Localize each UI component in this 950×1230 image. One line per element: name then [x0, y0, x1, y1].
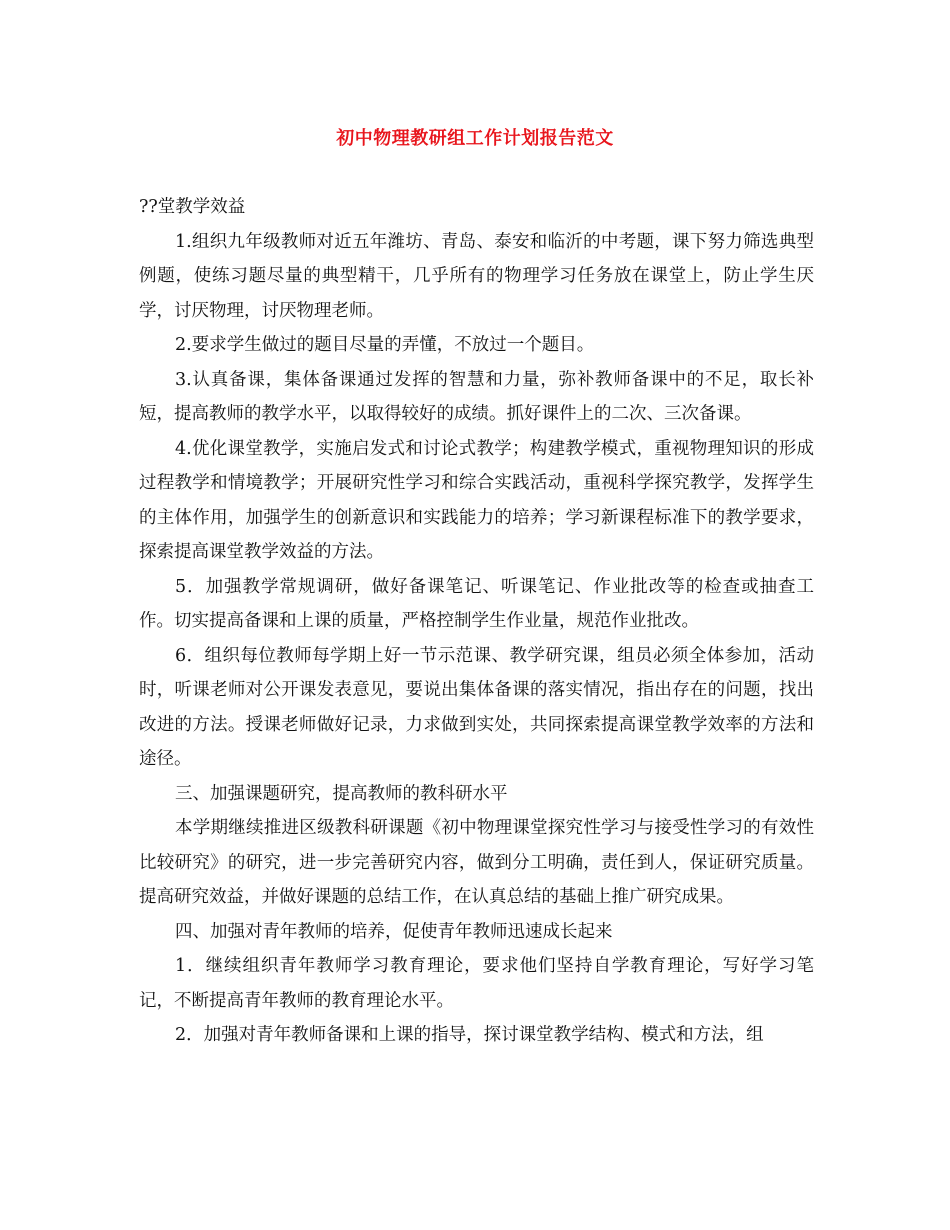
paragraph-12: 2．加强对青年教师备课和上课的指导，探讨课堂教学结构、模式和方法，组: [175, 1025, 764, 1045]
paragraph-9: 本学期继续推进区级教科研课题《初中物理课堂探究性学习与接受性学习的有效性比较研究》的研究，进一步完善研究内容，做到分工明确，责任到人，保证研究质量。提高研究效益，并做好课题的总结工作，在认真总结的基础上推广研究成果。: [139, 818, 814, 907]
paragraph-1: ??堂教学效益: [139, 197, 246, 217]
paragraph-2: 1.组织九年级教师对近五年潍坊、青岛、泰安和临沂的中考题，课下努力筛选典型例题，使练习题尽量的典型精干，几乎所有的物理学习任务放在课堂上，防止学生厌学，讨厌物理，讨厌物理老师。: [139, 231, 814, 321]
document-title: 初中物理教研组工作计划报告范文: [336, 128, 614, 149]
document-body: [139, 190, 814, 1053]
paragraph-5: 4.优化课堂教学，实施启发式和讨论式教学；构建教学模式，重视物理知识的形成过程教学和情境教学；开展研究性学习和综合实践活动，重视科学探究教学，发挥学生的主体作用，加强学生的创新意识和实践能力的培养；学习新课程标准下的教学要求，探索提高课堂教学效益的方法。: [139, 438, 814, 562]
section-heading-3: 三、加强课题研究，提高教师的教科研水平: [175, 783, 508, 804]
paragraph-4: 3.认真备课，集体备课通过发挥的智慧和力量，弥补教师备课中的不足，取长补短，提高教师的教学水平，以取得较好的成绩。抓好课件上的二次、三次备课。: [139, 369, 814, 424]
paragraph-3: 2.要求学生做过的题目尽量的弄懂，不放过一个题目。: [175, 335, 595, 355]
section-heading-4: 四、加强对青年教师的培养，促使青年教师迅速成长起来: [175, 921, 613, 942]
paragraph-6: 5．加强教学常规调研，做好备课笔记、听课笔记、作业批改等的检查或抽查工作。切实提高备课和上课的质量，严格控制学生作业量，规范作业批改。: [139, 576, 814, 631]
paragraph-11: 1．继续组织青年教师学习教育理论，要求他们坚持自学教育理论，写好学习笔记，不断提高青年教师的教育理论水平。: [139, 956, 814, 1011]
paragraph-7: 6．组织每位教师每学期上好一节示范课、教学研究课，组员必须全体参加，活动时，听课老师对公开课发表意见，要说出集体备课的落实情况，指出存在的问题，找出改进的方法。授课老师做好记录，力求做到实处，共同探索提高课堂教学效率的方法和途径。: [139, 645, 814, 769]
